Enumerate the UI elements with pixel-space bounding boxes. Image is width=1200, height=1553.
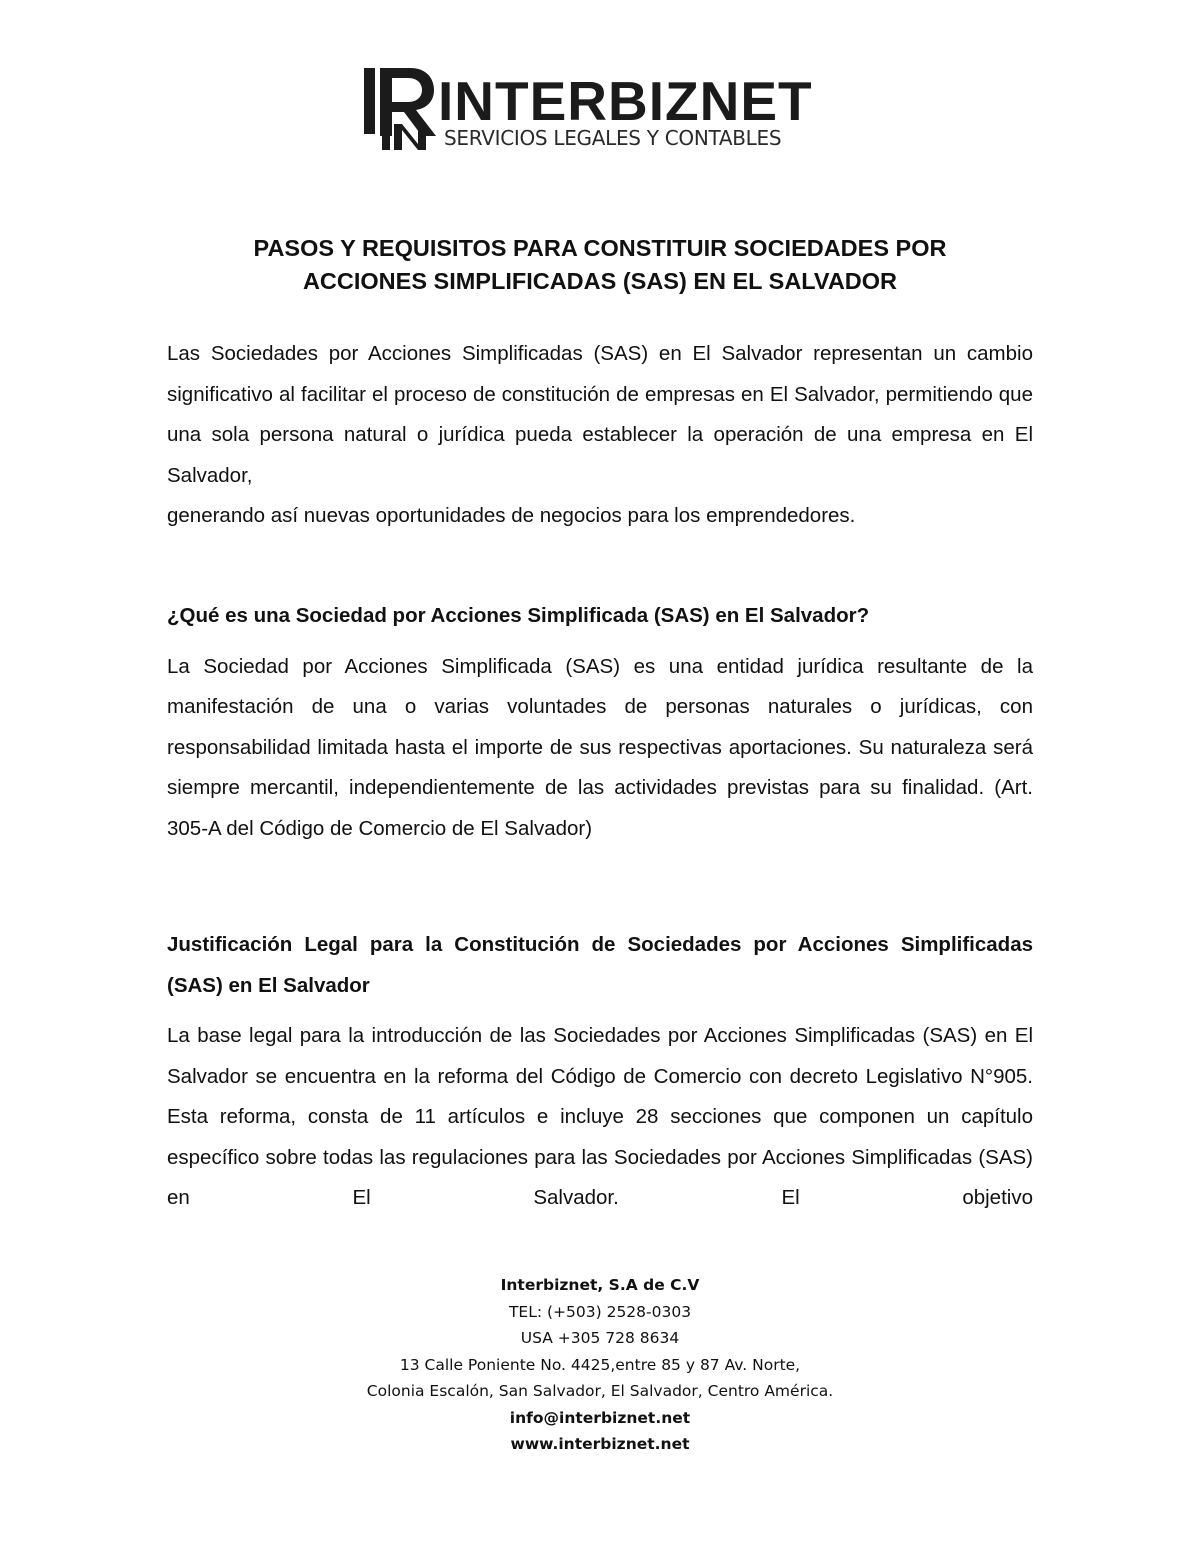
intro-block: [167, 334, 1033, 537]
footer-company: Interbiznet, S.A de C.V: [500, 1276, 700, 1294]
section-heading: Justificación Legal para la Constitución de Sociedades por Acciones Simplificadas (SAS) en El Salvador: [167, 933, 1033, 997]
irn-monogram-icon: [362, 66, 444, 152]
company-logo: [362, 66, 842, 156]
section-paragraph: La Sociedad por Acciones Simplificada (SAS) es una entidad jurídica resultante de la manifestación de una o varias voluntades de personas naturales o jurídicas, con responsabilidad limitada hasta el importe de sus respectivas aportaciones. Su naturaleza será siempre mercantil, independientemente de las actividades previstas para su finalidad. (Art. 305-A del Código de Comercio de El Salvador): [167, 654, 1033, 840]
section-heading: ¿Qué es una Sociedad por Acciones Simplificada (SAS) en El Salvador?: [167, 604, 870, 627]
footer-address-line-1: 13 Calle Poniente No. 4425,entre 85 y 87 Av. Norte,: [399, 1355, 801, 1374]
brand-name: INTERBIZNET: [438, 70, 813, 132]
footer-phone: TEL: (+503) 2528-0303: [508, 1302, 692, 1321]
footer-website[interactable]: www.interbiznet.net: [510, 1435, 690, 1453]
brand-tagline: SERVICIOS LEGALES Y CONTABLES: [444, 126, 782, 150]
footer-usa-phone: USA +305 728 8634: [520, 1329, 680, 1347]
section-legal-justification: [167, 925, 1033, 1219]
section-paragraph: La base legal para la introducción de las Sociedades por Acciones Simplificadas (SAS) en El Salvador se encuentra en la reforma del Código de Comercio con decreto Legislativo N°905. Esta reforma, consta de 11 artículos e incluye 28 secciones que componen un capítulo específico sobre todas las regulaciones para las Sociedades por Acciones Simplificadas (SAS) en El Salvador. El objetivo: [167, 1024, 1033, 1209]
intro-paragraph-tail: generando así nuevas oportunidades de negocios para los emprendedores.: [167, 504, 856, 527]
page-title: [160, 232, 1040, 298]
section-what-is-sas: [167, 596, 1033, 849]
footer-email[interactable]: info@interbiznet.net: [509, 1408, 691, 1427]
footer-address-line-2: Colonia Escalón, San Salvador, El Salvador, Centro América.: [366, 1382, 834, 1400]
intro-paragraph: Las Sociedades por Acciones Simplificadas (SAS) en El Salvador representan un cambio significativo al facilitar el proceso de constitución de empresas en El Salvador, permitiendo que una sola persona natural o jurídica pueda establecer la operación de una empresa en El Salvador,: [167, 342, 1033, 487]
title-line-1: PASOS Y REQUISITOS PARA CONSTITUIR SOCIEDADES POR: [253, 235, 947, 261]
footer-contact: [300, 1272, 900, 1458]
title-line-2: ACCIONES SIMPLIFICADAS (SAS) EN EL SALVADOR: [302, 268, 898, 294]
